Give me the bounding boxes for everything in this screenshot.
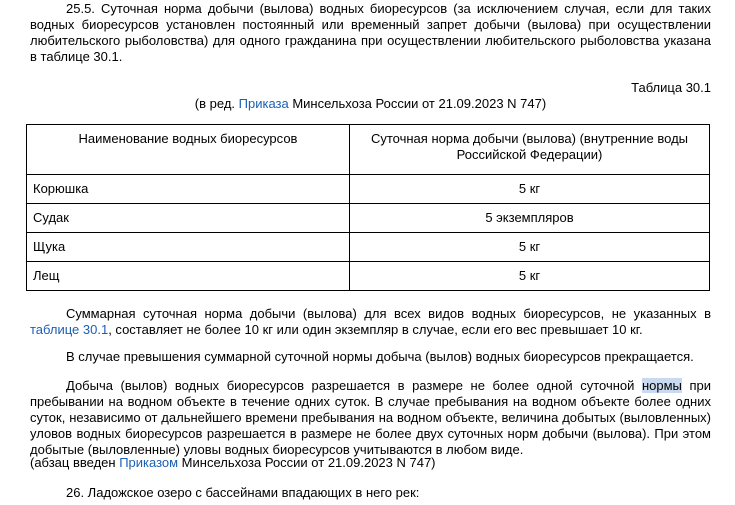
table-row <box>27 233 710 262</box>
table-row <box>27 204 710 233</box>
edition-note <box>30 96 711 112</box>
daily-norm: 5 кг <box>350 262 710 291</box>
summary-text-after: , составляет не более 10 кг или один экземпляр в случае, если его вес превышает 10 кг. <box>108 322 643 337</box>
order-link-2[interactable]: Приказом <box>119 455 179 470</box>
abzac-note <box>30 455 711 471</box>
paragraph-25-5: 25.5. Суточная норма добычи (вылова) водных биоресурсов (за исключением случая, если для таких водных биоресурсов установлен постоянный или временный запрет добычи (вылова) при осуществлении любительского рыболовства) для одного гражданина при осуществлении любительского рыболовства указана в таблице 30.1. <box>30 1 711 64</box>
resource-name: Корюшка <box>27 175 350 204</box>
daily-norm: 5 экземпляров <box>350 204 710 233</box>
resource-name: Судак <box>27 204 350 233</box>
allowed-paragraph <box>30 378 711 458</box>
summary-paragraph <box>30 306 711 338</box>
daily-norm: 5 кг <box>350 233 710 262</box>
paragraph-26: 26. Ладожское озеро с бассейнами впадающих в него рек: <box>66 485 420 500</box>
summary-text-before: Суммарная суточная норма добычи (вылова) для всех видов водных биоресурсов, не указанных в <box>66 306 711 321</box>
table-30-1-link[interactable]: таблице 30.1 <box>30 322 109 337</box>
header-daily-norm: Суточная норма добычи (вылова) (внутренние воды Российской Федерации) <box>350 125 710 175</box>
exceed-paragraph: В случае превышения суммарной суточной нормы добыча (вылов) водных биоресурсов прекращается. <box>66 349 694 364</box>
allowed-text-after: при пребывании на водном объекте в течение одних суток. В случае пребывания на водном объекте более одних суток, независимо от дальнейшего времени пребывания на водном объекте, величина добытых (выловленных) уловов водных биоресурсов разрешается в размере не более двух суточных норм добычи (вылова). При этом добытые (выловленные) уловы водных биоресурсов учитываются в любом виде. <box>30 378 711 457</box>
edition-note-prefix: (в ред. <box>194 96 239 111</box>
allowed-text-before: Добыча (вылов) водных биоресурсов разрешается в размере не более одной суточной <box>66 378 642 393</box>
abzac-note-prefix: (абзац введен <box>30 455 120 470</box>
edition-note-suffix: Минсельхоза России от 21.09.2023 N 747) <box>288 96 547 111</box>
table-row <box>27 175 710 204</box>
table-row <box>27 262 710 291</box>
header-resource-name: Наименование водных биоресурсов <box>27 125 350 175</box>
catch-norm-table <box>26 124 710 291</box>
abzac-note-suffix: Минсельхоза России от 21.09.2023 N 747) <box>178 455 436 470</box>
resource-name: Щука <box>27 233 350 262</box>
resource-name: Лещ <box>27 262 350 291</box>
order-link[interactable]: Приказа <box>238 96 289 111</box>
table-label: Таблица 30.1 <box>631 80 711 95</box>
table-header-row <box>27 125 710 175</box>
highlighted-word: нормы <box>641 378 682 393</box>
daily-norm: 5 кг <box>350 175 710 204</box>
